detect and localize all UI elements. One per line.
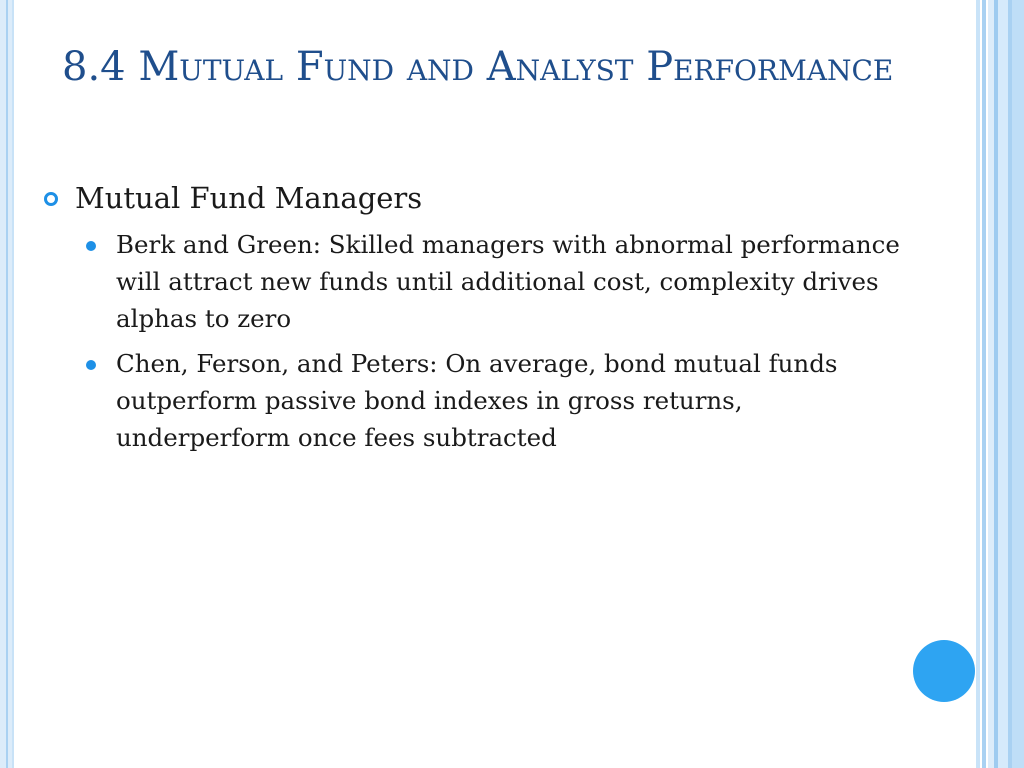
bullet-level2-text: Berk and Green: Skilled managers with abnormal performance will attract new funds until additional cost, complexity drives alphas to zero — [116, 230, 900, 333]
sub-bullet-list — [86, 226, 924, 456]
slide-title: 8.4 Mutual Fund and Analyst Performance — [62, 44, 894, 90]
right-stripe-5 — [998, 0, 1008, 768]
right-stripe-7 — [1012, 0, 1024, 768]
slide-body — [44, 178, 924, 464]
bullet-level2 — [86, 226, 924, 337]
left-border-line — [6, 0, 8, 768]
bullet-level2 — [86, 345, 924, 456]
bullet-level1-text: Mutual Fund Managers — [75, 181, 423, 215]
left-border-line-inner — [12, 0, 14, 768]
filled-dot-bullet-icon — [86, 241, 96, 251]
right-stripe-1 — [976, 0, 980, 768]
bullet-level2-text: Chen, Ferson, and Peters: On average, bond mutual funds outperform passive bond indexes in gross returns, underperform once fees subtracted — [116, 349, 838, 452]
right-stripe-2 — [982, 0, 986, 768]
bullet-level1 — [44, 178, 924, 218]
blue-circle-decoration — [913, 640, 975, 702]
filled-dot-bullet-icon — [86, 360, 96, 370]
hollow-circle-bullet-icon — [44, 192, 58, 206]
